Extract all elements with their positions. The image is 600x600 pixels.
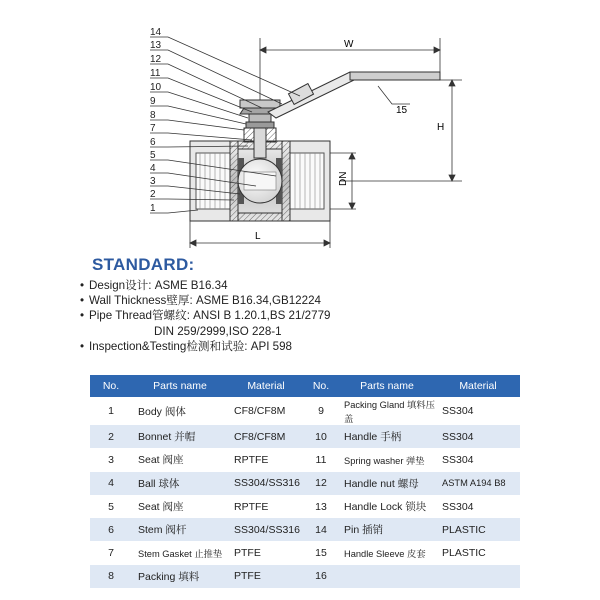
standard-line-pipe-thread: • Pipe Thread管螺纹: ANSI B 1.20.1,BS 21/2779 <box>80 309 331 323</box>
part-no-left: 5 <box>108 500 114 513</box>
table-row <box>90 448 520 471</box>
part-no-right: 10 <box>304 425 338 448</box>
standard-line-inspection: • Inspection&Testing检测和试验: API 598 <box>80 339 292 353</box>
part-no-left: 8 <box>90 565 132 588</box>
table-row <box>90 397 520 425</box>
table-row <box>90 425 520 448</box>
part-name-left: Packing 填料 <box>132 565 228 588</box>
part-no-right: 13 <box>315 500 327 513</box>
part-name-right: Handle 手柄 <box>338 425 436 448</box>
header-no-left: No. <box>90 375 132 397</box>
part-no-right: 14 <box>304 518 338 541</box>
table-row <box>90 472 520 495</box>
callout-14: 14 <box>150 27 162 38</box>
part-no-right: 16 <box>304 565 338 588</box>
dim-dn-label: DN <box>338 171 349 186</box>
part-no-right: 11 <box>315 453 327 466</box>
header-no-right: No. <box>304 375 338 397</box>
header-material-right: Material <box>436 375 520 397</box>
part-name-left: Seat 阀座 <box>138 501 184 514</box>
callout-15: 15 <box>396 105 408 116</box>
table-row <box>90 565 520 588</box>
part-no-left: 4 <box>90 472 132 495</box>
standard-line-pipe-thread-cont: DIN 259/2999,ISO 228-1 <box>154 324 282 338</box>
part-material-left: PTFE <box>228 565 304 588</box>
callout-8: 8 <box>150 110 156 121</box>
callout-3: 3 <box>150 176 156 187</box>
dim-h-label: H <box>437 122 445 133</box>
part-no-left: 2 <box>90 425 132 448</box>
part-name-right <box>338 565 436 588</box>
part-material-left: SS304/SS316 <box>228 472 304 495</box>
callout-5: 5 <box>150 150 156 161</box>
part-name-right: Handle nut 螺母 <box>338 472 436 495</box>
part-name-left: Stem Gasket 止推垫 <box>138 549 223 560</box>
header-parts-name-right: Parts name <box>338 375 436 397</box>
callout-2: 2 <box>150 189 156 200</box>
part-no-left: 3 <box>108 453 114 466</box>
callout-7: 7 <box>150 123 156 134</box>
part-name-right: Spring washer 弹垫 <box>344 455 425 466</box>
callout-4: 4 <box>150 163 156 174</box>
part-name-right: Handle Lock 锁块 <box>344 501 427 514</box>
part-no-left: 7 <box>108 547 114 560</box>
part-material-right: SS304 <box>442 405 474 417</box>
part-material-left: CF8/CF8M <box>228 425 304 448</box>
part-material-left: PTFE <box>234 547 261 560</box>
callout-1: 1 <box>150 203 156 214</box>
part-material-left: CF8/CF8M <box>234 405 286 417</box>
part-material-left: RPTFE <box>234 500 269 513</box>
part-no-right: 12 <box>304 472 338 495</box>
callout-11: 11 <box>150 68 161 79</box>
part-material-right: SS304 <box>442 500 474 513</box>
callout-9: 9 <box>150 96 156 107</box>
table-row <box>90 518 520 541</box>
callout-6: 6 <box>150 137 156 148</box>
parts-table <box>90 375 520 588</box>
callout-13: 13 <box>150 40 162 51</box>
part-no-right: 9 <box>318 405 324 417</box>
standard-line-wall-thickness: • Wall Thickness壁厚: ASME B16.34,GB12224 <box>80 294 321 308</box>
table-row <box>90 495 520 518</box>
part-name-left: Ball 球体 <box>132 472 228 495</box>
handle <box>268 72 440 118</box>
dim-l-label: L <box>255 231 261 242</box>
part-name-left: Seat 阀座 <box>138 454 184 467</box>
table-row <box>90 541 520 564</box>
part-name-right: Packing Gland 填料压盖 <box>344 400 435 424</box>
part-name-left: Body 阀体 <box>138 405 186 418</box>
part-no-left: 6 <box>90 518 132 541</box>
standard-title: STANDARD: <box>92 255 195 274</box>
part-material-left: SS304/SS316 <box>228 518 304 541</box>
header-material-left: Material <box>228 375 304 397</box>
part-no-right: 15 <box>315 547 327 560</box>
callout-10: 10 <box>150 82 162 93</box>
part-material-left: RPTFE <box>234 453 269 466</box>
callout-12: 12 <box>150 54 162 65</box>
part-name-left: Bonnet 并帽 <box>132 425 228 448</box>
parts-table-header <box>90 375 520 397</box>
valve-drawing <box>0 0 600 255</box>
part-name-right: Pin 插销 <box>338 518 436 541</box>
dim-w-label: W <box>344 39 354 50</box>
part-name-right: Handle Sleeve 皮套 <box>344 549 426 560</box>
header-parts-name-left: Parts name <box>132 375 228 397</box>
part-material-right: ASTM A194 B8 <box>436 472 520 495</box>
standard-line-design: • Design设计: ASME B16.34 <box>80 279 228 292</box>
part-material-right: SS304 <box>442 453 474 466</box>
part-no-left: 1 <box>108 405 114 417</box>
part-material-right: SS304 <box>436 425 520 448</box>
part-material-right <box>436 565 520 588</box>
standard-list <box>80 278 330 354</box>
part-material-right: PLASTIC <box>442 547 486 560</box>
part-name-left: Stem 阀杆 <box>132 518 228 541</box>
part-material-right: PLASTIC <box>436 518 520 541</box>
